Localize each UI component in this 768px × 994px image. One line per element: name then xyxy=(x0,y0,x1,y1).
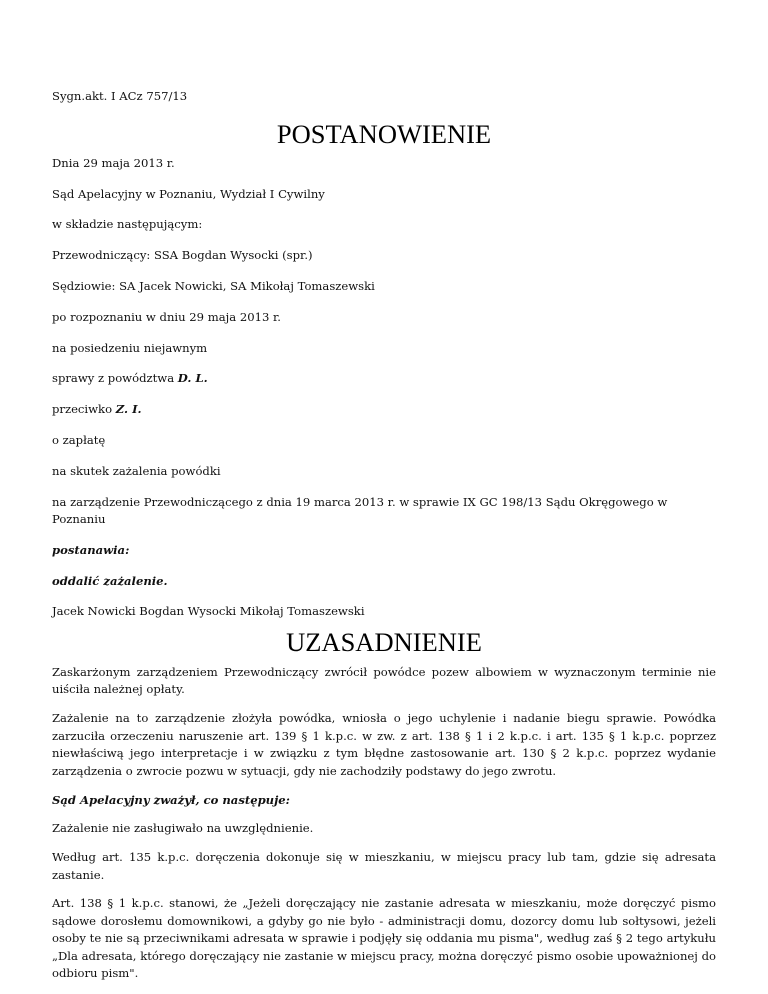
against-line xyxy=(52,401,716,419)
document-page xyxy=(52,88,716,994)
against-prefix: przeciwko xyxy=(52,402,116,417)
contested-order: na zarządzenie Przewodniczącego z dnia 19 marca 2013 r. w sprawie IX GC 198/13 Sądu Okręgowego w Poznaniu xyxy=(52,494,668,527)
decides-heading: postanawia: xyxy=(52,542,130,557)
judges-signatures: Jacek Nowicki Bogdan Wysocki Mikołaj Tomaszewski xyxy=(52,604,365,619)
court-name: Sąd Apelacyjny w Poznaniu, Wydział I Cywilny xyxy=(52,186,325,201)
session-type: na posiedzeniu niejawnym xyxy=(52,340,208,355)
justification-paragraph-4: Według art. 135 k.p.c. doręczenia dokonuje się w mieszkaniu, w miejscu pracy lub tam, gdzie się adresata zastanie. xyxy=(52,850,716,882)
decision-text: oddalić zażalenie. xyxy=(52,573,168,588)
claim-prefix: sprawy z powództwa xyxy=(52,371,178,386)
claim-line xyxy=(52,370,716,388)
justification-paragraph-5: Art. 138 § 1 k.p.c. stanowi, że „Jeżeli doręczający nie zastanie adresata w mieszkaniu, może doręczyć pismo sądowe dorosłemu domownikowi, a gdyby go nie było - administracji domu, dozorcy domu lub sołtysowi, jeżeli osoby te nie są przeciwnikami adresata w sprawie i podjęły się oddania mu pisma", według zaś § 2 tego artykułu „Dla adresata, którego doręczający nie zastanie w miejscu pracy, można doręczyć pismo osobie upoważnionej do odbioru pism". xyxy=(52,896,716,981)
case-subject: o zapłatę xyxy=(52,432,106,447)
hearing-date: po rozpoznaniu w dniu 29 maja 2013 r. xyxy=(52,309,281,324)
judges-list: Sędziowie: SA Jacek Nowicki, SA Mikołaj Tomaszewski xyxy=(52,278,375,293)
justification-paragraph-3: Zażalenie nie zasługiwało na uwzględnienie. xyxy=(52,821,314,836)
defendant-name: Z. I. xyxy=(115,402,142,417)
presiding-judge: Przewodniczący: SSA Bogdan Wysocki (spr.) xyxy=(52,248,313,263)
case-reference: Sygn.akt. I ACz 757/13 xyxy=(52,89,188,103)
plaintiff-name: D. L. xyxy=(177,371,208,386)
court-considerations-heading: Sąd Apelacyjny zważył, co następuje: xyxy=(52,792,290,807)
justification-paragraph-2: Zażalenie na to zarządzenie złożyła powódka, wniosła o jego uchylenie i nadanie biegu sprawie. Powódka zarzuciła orzeczeniu naruszenie art. 139 § 1 k.p.c. w zw. z art. 138 § 1 i 2 k.p.c. i art. 135 § 1 k.p.c. poprzez niewłaściwą jego interpretacje i w związku z tym błędne zastosowanie art. 130 § 2 k.p.c. poprzez wydanie zarządzenia o zwrocie pozwu w sytuacji, gdy nie zachodziły podstawy do jego zwrotu. xyxy=(52,711,716,778)
justification-title: UZASADNIENIE xyxy=(286,626,482,657)
appeal-basis: na skutek zażalenia powódki xyxy=(52,463,221,478)
decision-date: Dnia 29 maja 2013 r. xyxy=(52,155,175,170)
justification-paragraph-1: Zaskarżonym zarządzeniem Przewodniczący zwrócił powódce pozew albowiem w wyznaczonym terminie nie uiściła należnej opłaty. xyxy=(52,664,716,697)
composition-label: w składzie następującym: xyxy=(52,217,203,232)
document-title: POSTANOWIENIE xyxy=(276,118,492,149)
